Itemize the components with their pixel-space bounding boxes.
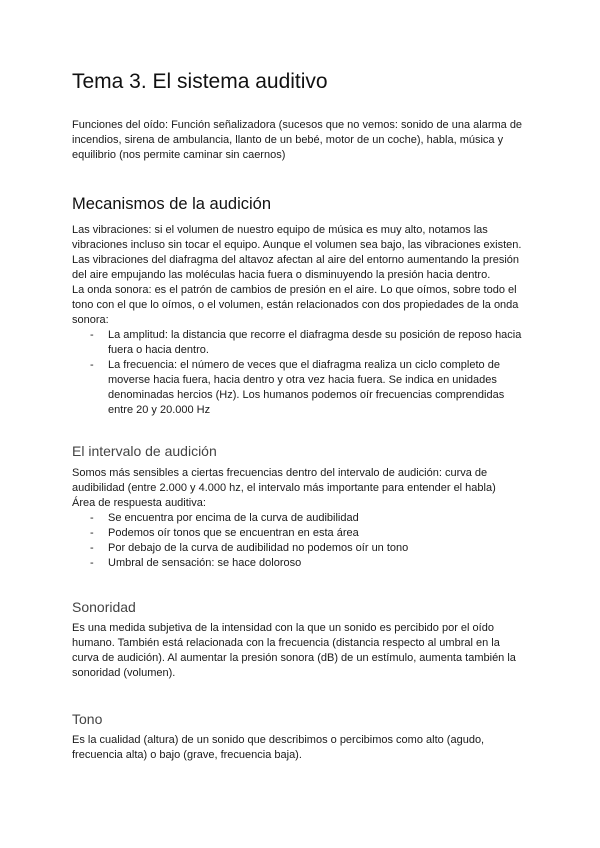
section-body-tono <box>72 733 528 763</box>
list-item: - Se encuentra por encima de la curva de audibilidad <box>72 511 528 526</box>
mecanismos-list <box>72 328 528 418</box>
list-item: - La frecuencia: el número de veces que el diafragma realiza un ciclo completo de moverse hacia fuera, hacia dentro y otra vez hacia fuera. Se indica en unidades denominadas hercios (Hz). Los humanos podemos oír frecuencias comprendidas entre 20 y 20.000 Hz <box>72 358 528 418</box>
list-item: - Umbral de sensación: se hace doloroso <box>72 556 528 571</box>
list-item: - Por debajo de la curva de audibilidad no podemos oír un tono <box>72 541 528 556</box>
section-heading-mecanismos: Mecanismos de la audición <box>72 195 272 213</box>
list-item: - La amplitud: la distancia que recorre el diafragma desde su posición de reposo hacia fuera o hacia dentro. <box>72 328 528 358</box>
mecanismos-paragraph-1: Las vibraciones: si el volumen de nuestro equipo de música es muy alto, notamos las vibraciones incluso sin tocar el equipo. Aunque el volumen sea bajo, las vibraciones existen. Las vibraciones del diafragma del altavoz afectan al aire del entorno aumentando la presión del aire empujando las moléculas hacia fuera o disminuyendo la presión hacia dentro. <box>72 224 522 281</box>
section-heading-tono: Tono <box>72 711 103 727</box>
intervalo-paragraph-2: Área de respuesta auditiva: <box>72 497 206 509</box>
section-body-sonoridad <box>72 621 528 681</box>
intervalo-paragraph-1: Somos más sensibles a ciertas frecuencias dentro del intervalo de audición: curva de audibilidad (entre 2.000 y 4.000 hz, el intervalo más importante para entender el habla) <box>72 467 496 494</box>
tono-paragraph: Es la cualidad (altura) de un sonido que describimos o percibimos como alto (agudo, frecuencia alta) o bajo (grave, frecuencia baja). <box>72 734 485 761</box>
section-body-mecanismos <box>72 223 528 418</box>
section-body-intervalo <box>72 466 528 571</box>
section-heading-sonoridad: Sonoridad <box>72 599 136 615</box>
mecanismos-paragraph-2: La onda sonora: es el patrón de cambios de presión en el aire. Lo que oímos, sobre todo el tono con el que lo oímos, o el volumen, están relacionados con dos propiedades de la onda sonora: <box>72 284 519 326</box>
section-heading-intervalo: El intervalo de audición <box>72 443 217 459</box>
intro-paragraph <box>72 118 528 163</box>
intro-text: Funciones del oído: Función señalizadora (sucesos que no vemos: sonido de una alarma de incendios, sirena de ambulancia, llanto de un bebé, motor de un coche), habla, música y equilibrio (nos permite caminar sin caernos) <box>72 119 523 161</box>
intervalo-list <box>72 511 528 571</box>
sonoridad-paragraph: Es una medida subjetiva de la intensidad con la que un sonido es percibido por el oído humano. También está relacionada con la frecuencia (distancia respecto al umbral en la curva de audición). Al aumentar la presión sonora (dB) de un estímulo, aumenta también la sonoridad (volumen). <box>72 622 516 679</box>
page-title: Tema 3. El sistema auditivo <box>72 70 328 93</box>
list-item: - Podemos oír tonos que se encuentran en esta área <box>72 526 528 541</box>
